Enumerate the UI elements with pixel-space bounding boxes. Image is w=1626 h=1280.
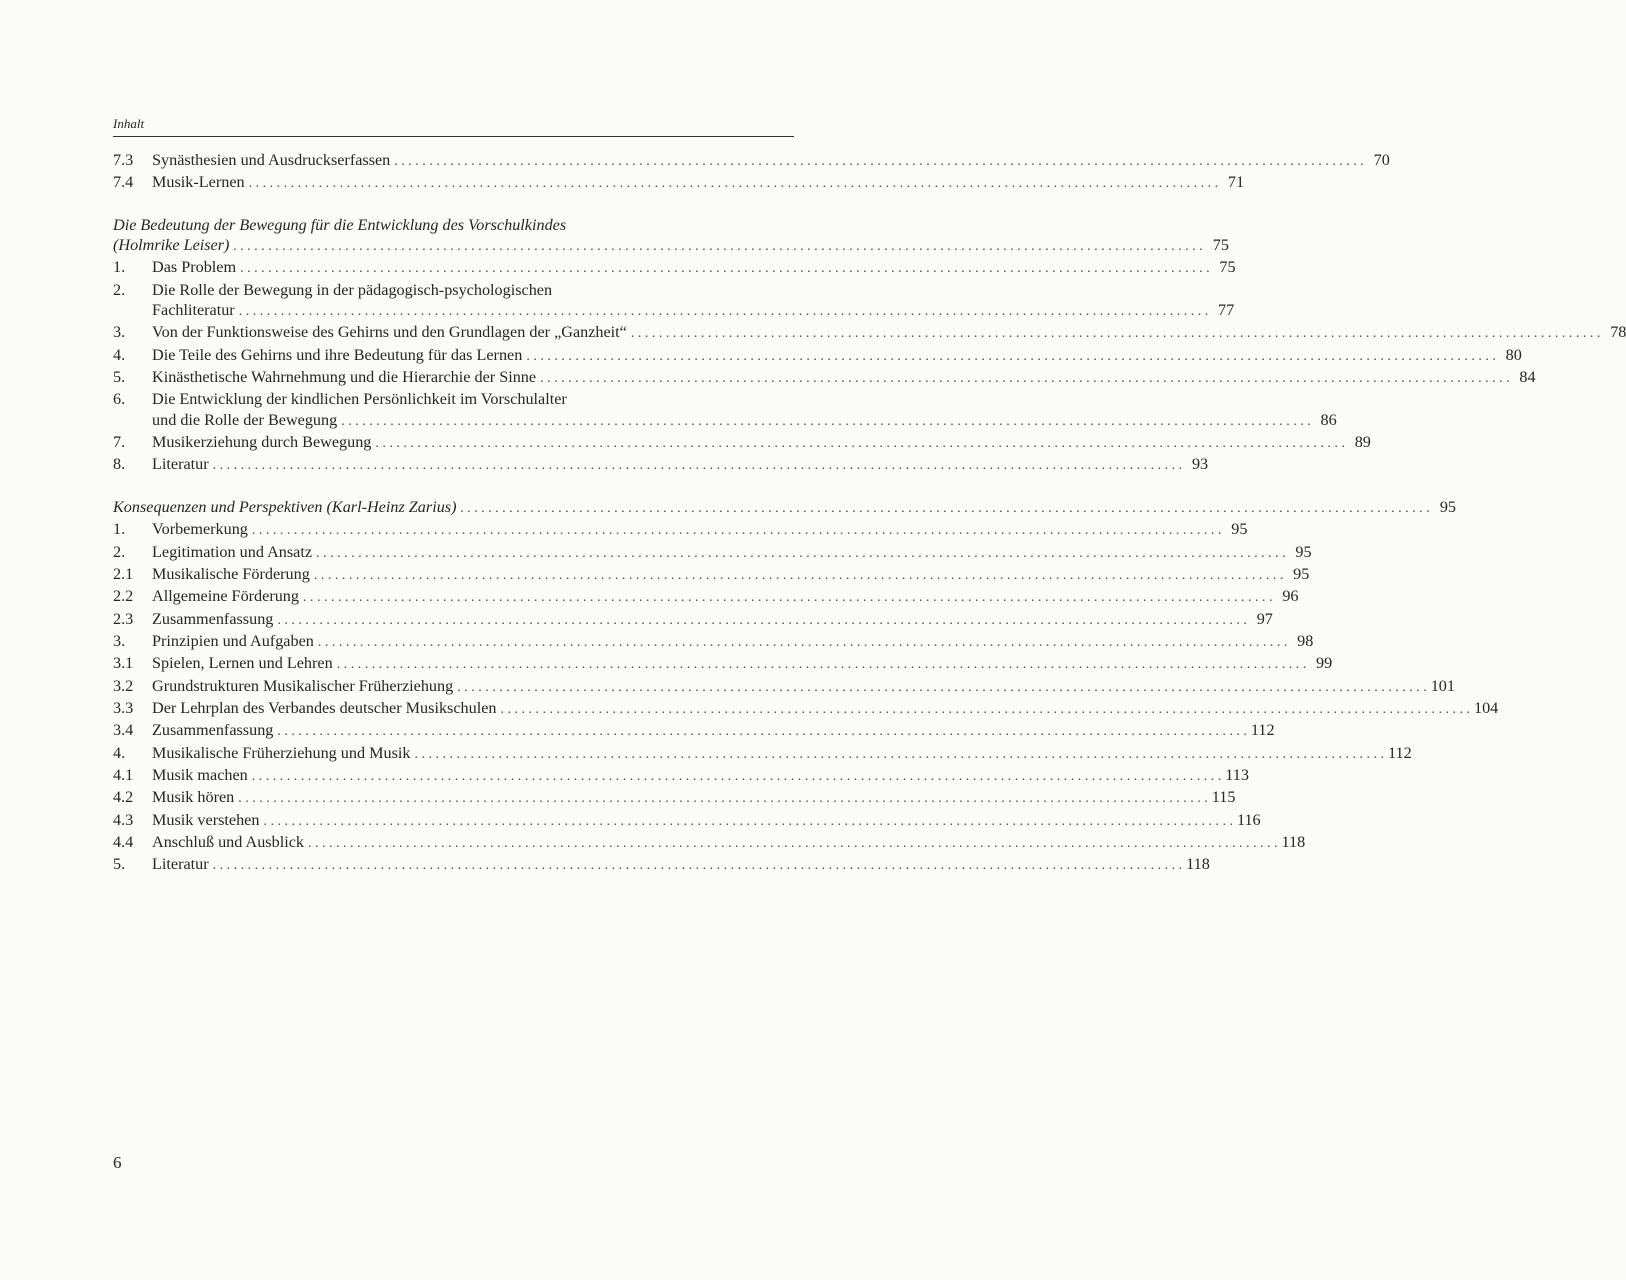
toc-entry-number: 1. bbox=[113, 520, 126, 539]
toc-entry-title: Musik hören bbox=[152, 788, 235, 807]
toc-entry-page: 112 bbox=[1388, 743, 1412, 762]
toc-entry-page: 95 bbox=[1295, 542, 1312, 561]
toc-entry-number: 2.3 bbox=[113, 609, 134, 628]
leader-dots bbox=[303, 588, 1273, 608]
toc-entry-number: 3.3 bbox=[113, 698, 134, 717]
toc-entry-title-continued: und die Rolle der Bewegung bbox=[152, 410, 338, 429]
toc-entry-title: Spielen, Lernen und Lehren bbox=[152, 654, 333, 673]
toc-entry-page: 104 bbox=[1473, 698, 1499, 717]
toc-entry-page: 84 bbox=[1519, 368, 1536, 387]
leader-dots bbox=[252, 767, 1222, 787]
toc-entry-number: 3.1 bbox=[113, 654, 134, 673]
toc-entry-title: Synästhesien und Ausdruckserfassen bbox=[152, 151, 391, 169]
toc-entry[interactable] bbox=[113, 765, 1249, 787]
toc-entry-page: 96 bbox=[1282, 587, 1299, 606]
leader-dots bbox=[540, 369, 1510, 389]
toc-entry[interactable] bbox=[113, 322, 1626, 344]
toc-entry[interactable] bbox=[113, 389, 793, 409]
toc-entry-number: 4. bbox=[113, 743, 126, 762]
toc-entry-page: 89 bbox=[1354, 433, 1371, 452]
toc-entry-page: 98 bbox=[1297, 631, 1314, 650]
leader-dots bbox=[394, 152, 1364, 172]
toc-entry-number: 2.2 bbox=[113, 587, 134, 606]
toc-entry-title: Anschluß und Ausblick bbox=[152, 832, 304, 851]
leader-dots bbox=[263, 812, 1233, 832]
toc-entry[interactable] bbox=[113, 280, 793, 300]
toc-entry-number: 7. bbox=[113, 433, 126, 452]
toc-entry[interactable] bbox=[113, 854, 1210, 876]
toc-entry-number: 5. bbox=[113, 855, 126, 874]
toc-entry-title: Das Problem bbox=[152, 258, 237, 277]
toc-entry-title: Der Lehrplan des Verbandes deutscher Musikschulen bbox=[152, 698, 497, 717]
toc-entry-title: Die Teile des Gehirns und ihre Bedeutung für das Lernen bbox=[152, 345, 523, 364]
toc-entry-number: 6. bbox=[113, 390, 126, 409]
toc-entry[interactable] bbox=[113, 519, 1248, 541]
toc-entry-title: Von der Funktionsweise des Gehirns und den Grundlagen der „Ganzheit“ bbox=[152, 323, 627, 342]
toc-entry-page: 71 bbox=[1227, 173, 1245, 192]
toc-entry-title: Musik machen bbox=[152, 765, 248, 784]
toc-entry-page: 86 bbox=[1320, 410, 1337, 429]
leader-dots bbox=[457, 678, 1427, 698]
toc-entry-page: 112 bbox=[1250, 721, 1275, 740]
toc-entry[interactable] bbox=[113, 345, 1522, 367]
toc-entry-number: 7.4 bbox=[113, 173, 134, 192]
toc-entry-page: 75 bbox=[1219, 258, 1236, 277]
leader-dots bbox=[526, 347, 1496, 367]
toc-entry[interactable] bbox=[113, 609, 1273, 631]
leader-dots bbox=[252, 521, 1222, 541]
toc-entry[interactable] bbox=[113, 454, 1209, 476]
toc-entry-title: Die Entwicklung der kindlichen Persönlichkeit im Vorschulalter bbox=[152, 390, 567, 409]
toc-entry-page: 93 bbox=[1191, 455, 1209, 474]
toc-entry-page: 95 bbox=[1231, 520, 1248, 539]
toc-entry-number: 2. bbox=[113, 542, 126, 561]
toc-entry-title: Legitimation und Ansatz bbox=[152, 542, 313, 561]
page-number: 6 bbox=[113, 1153, 122, 1172]
toc-entry[interactable] bbox=[113, 743, 1412, 765]
toc-entry-title: Zusammenfassung bbox=[152, 721, 274, 740]
toc-entry-page: 95 bbox=[1293, 564, 1310, 583]
toc-entry[interactable] bbox=[113, 720, 1275, 742]
toc-entry-title: Prinzipien und Aufgaben bbox=[152, 631, 314, 650]
toc-entry-page: 80 bbox=[1505, 345, 1522, 364]
toc-entry-number: 5. bbox=[113, 368, 126, 387]
toc-entry-title-continued: Fachliteratur bbox=[152, 301, 235, 320]
leader-dots bbox=[375, 434, 1345, 454]
header-rule bbox=[113, 136, 794, 137]
leader-dots bbox=[238, 789, 1208, 809]
toc-entry-title: Kinästhetische Wahrnehmung und die Hierarchie der Sinne bbox=[152, 368, 537, 387]
leader-dots bbox=[316, 544, 1286, 564]
section-c-entries bbox=[113, 519, 1499, 877]
toc-entry-number: 4. bbox=[113, 345, 126, 364]
toc-entry-page: 97 bbox=[1256, 609, 1273, 628]
toc-entry-number: 4.4 bbox=[113, 832, 134, 851]
leader-dots bbox=[277, 722, 1247, 742]
toc-entry-page: 115 bbox=[1211, 788, 1236, 807]
leader-dots bbox=[277, 611, 1247, 631]
toc-entry-page: 99 bbox=[1316, 654, 1333, 673]
toc-entry-title: Vorbemerkung bbox=[152, 520, 248, 539]
toc-entry-page: 116 bbox=[1236, 810, 1261, 829]
toc-entry[interactable] bbox=[113, 676, 1455, 698]
toc-entry[interactable] bbox=[113, 432, 1371, 454]
leader-dots bbox=[213, 856, 1183, 876]
leader-dots bbox=[308, 834, 1278, 854]
toc-entry[interactable] bbox=[113, 257, 1236, 279]
leader-dots bbox=[337, 655, 1307, 675]
section-gap bbox=[113, 477, 793, 497]
leader-dots bbox=[314, 566, 1284, 586]
toc-entry[interactable] bbox=[113, 631, 1314, 653]
leader-dots bbox=[341, 412, 1311, 432]
toc-entry-number: 2. bbox=[113, 280, 126, 299]
toc-entry-title: Allgemeine Förderung bbox=[152, 587, 299, 606]
leader-dots bbox=[240, 259, 1210, 279]
leader-dots bbox=[415, 745, 1385, 765]
table-of-contents bbox=[113, 150, 1626, 877]
toc-entry-continuation[interactable] bbox=[113, 300, 1235, 322]
toc-entry-number: 3. bbox=[113, 323, 126, 342]
leader-dots bbox=[233, 237, 1203, 257]
toc-entry-page: 113 bbox=[1225, 765, 1249, 784]
leader-dots bbox=[239, 302, 1209, 322]
toc-entry-title: Musikalische Förderung bbox=[152, 564, 310, 583]
toc-entry-title: Die Rolle der Bewegung in der pädagogisch-psychologischen bbox=[152, 280, 553, 299]
toc-entry-title: Musik-Lernen bbox=[152, 173, 245, 192]
toc-entry[interactable] bbox=[113, 367, 1536, 389]
toc-entry-page: 77 bbox=[1218, 301, 1235, 320]
section-heading-author: (Holmrike Leiser) bbox=[113, 236, 230, 255]
leader-dots bbox=[318, 633, 1288, 653]
leader-dots bbox=[213, 456, 1183, 476]
toc-entry[interactable] bbox=[113, 172, 1245, 194]
toc-entry[interactable] bbox=[113, 832, 1306, 854]
section-heading-entry[interactable] bbox=[113, 235, 1229, 257]
toc-entry-page: 118 bbox=[1186, 855, 1210, 874]
toc-entry-title: Literatur bbox=[152, 455, 209, 474]
toc-entry-page: 118 bbox=[1281, 832, 1306, 851]
toc-entry-number: 3. bbox=[113, 631, 126, 650]
toc-entry-number: 4.3 bbox=[113, 810, 134, 829]
section-heading bbox=[113, 215, 793, 235]
toc-entry-title: Grundstrukturen Musikalischer Früherziehung bbox=[152, 676, 454, 695]
section-heading-page: 95 bbox=[1439, 497, 1456, 516]
leader-dots bbox=[249, 174, 1219, 194]
toc-entry-number: 3.4 bbox=[113, 721, 134, 740]
leader-dots bbox=[631, 324, 1601, 344]
section-heading-page: 75 bbox=[1212, 236, 1229, 255]
toc-entry[interactable] bbox=[113, 564, 1310, 586]
toc-entry[interactable] bbox=[113, 586, 1299, 608]
toc-entry[interactable] bbox=[113, 653, 1333, 675]
toc-entry[interactable] bbox=[113, 698, 1499, 720]
toc-entry-number: 3.2 bbox=[113, 676, 134, 695]
running-head: Inhalt bbox=[113, 116, 145, 131]
toc-entry-page: 78 bbox=[1610, 323, 1626, 342]
toc-entry[interactable] bbox=[113, 150, 1390, 172]
toc-entry-title: Literatur bbox=[152, 855, 209, 874]
toc-entry-continuation[interactable] bbox=[113, 410, 1337, 432]
leader-dots bbox=[461, 499, 1431, 519]
leader-dots bbox=[500, 700, 1470, 720]
toc-entry-title: Zusammenfassung bbox=[152, 609, 274, 628]
section-heading-entry[interactable] bbox=[113, 497, 1456, 519]
toc-entry-page: 101 bbox=[1430, 676, 1455, 695]
toc-entry-number: 4.1 bbox=[113, 765, 134, 784]
section-gap bbox=[113, 195, 793, 215]
toc-entry-number: 2.1 bbox=[113, 564, 134, 583]
toc-entry-number: 7.3 bbox=[113, 151, 134, 169]
toc-entry-number: 8. bbox=[113, 455, 126, 474]
section-heading-title: Die Bedeutung der Bewegung für die Entwicklung des Vorschulkindes bbox=[113, 215, 567, 234]
toc-entry-number: 1. bbox=[113, 258, 126, 277]
toc-entry[interactable] bbox=[113, 542, 1312, 564]
toc-entry-number: 4.2 bbox=[113, 788, 134, 807]
toc-entry[interactable] bbox=[113, 810, 1261, 832]
toc-entry-page: 70 bbox=[1373, 151, 1390, 169]
section-heading-title: Konsequenzen und Perspektiven (Karl-Heinz Zarius) bbox=[113, 497, 457, 516]
toc-entry-title: Musikerziehung durch Bewegung bbox=[152, 433, 372, 452]
toc-entry-title: Musik verstehen bbox=[152, 810, 260, 829]
toc-entry-title: Musikalische Früherziehung und Musik bbox=[152, 743, 411, 762]
toc-entry[interactable] bbox=[113, 787, 1236, 809]
